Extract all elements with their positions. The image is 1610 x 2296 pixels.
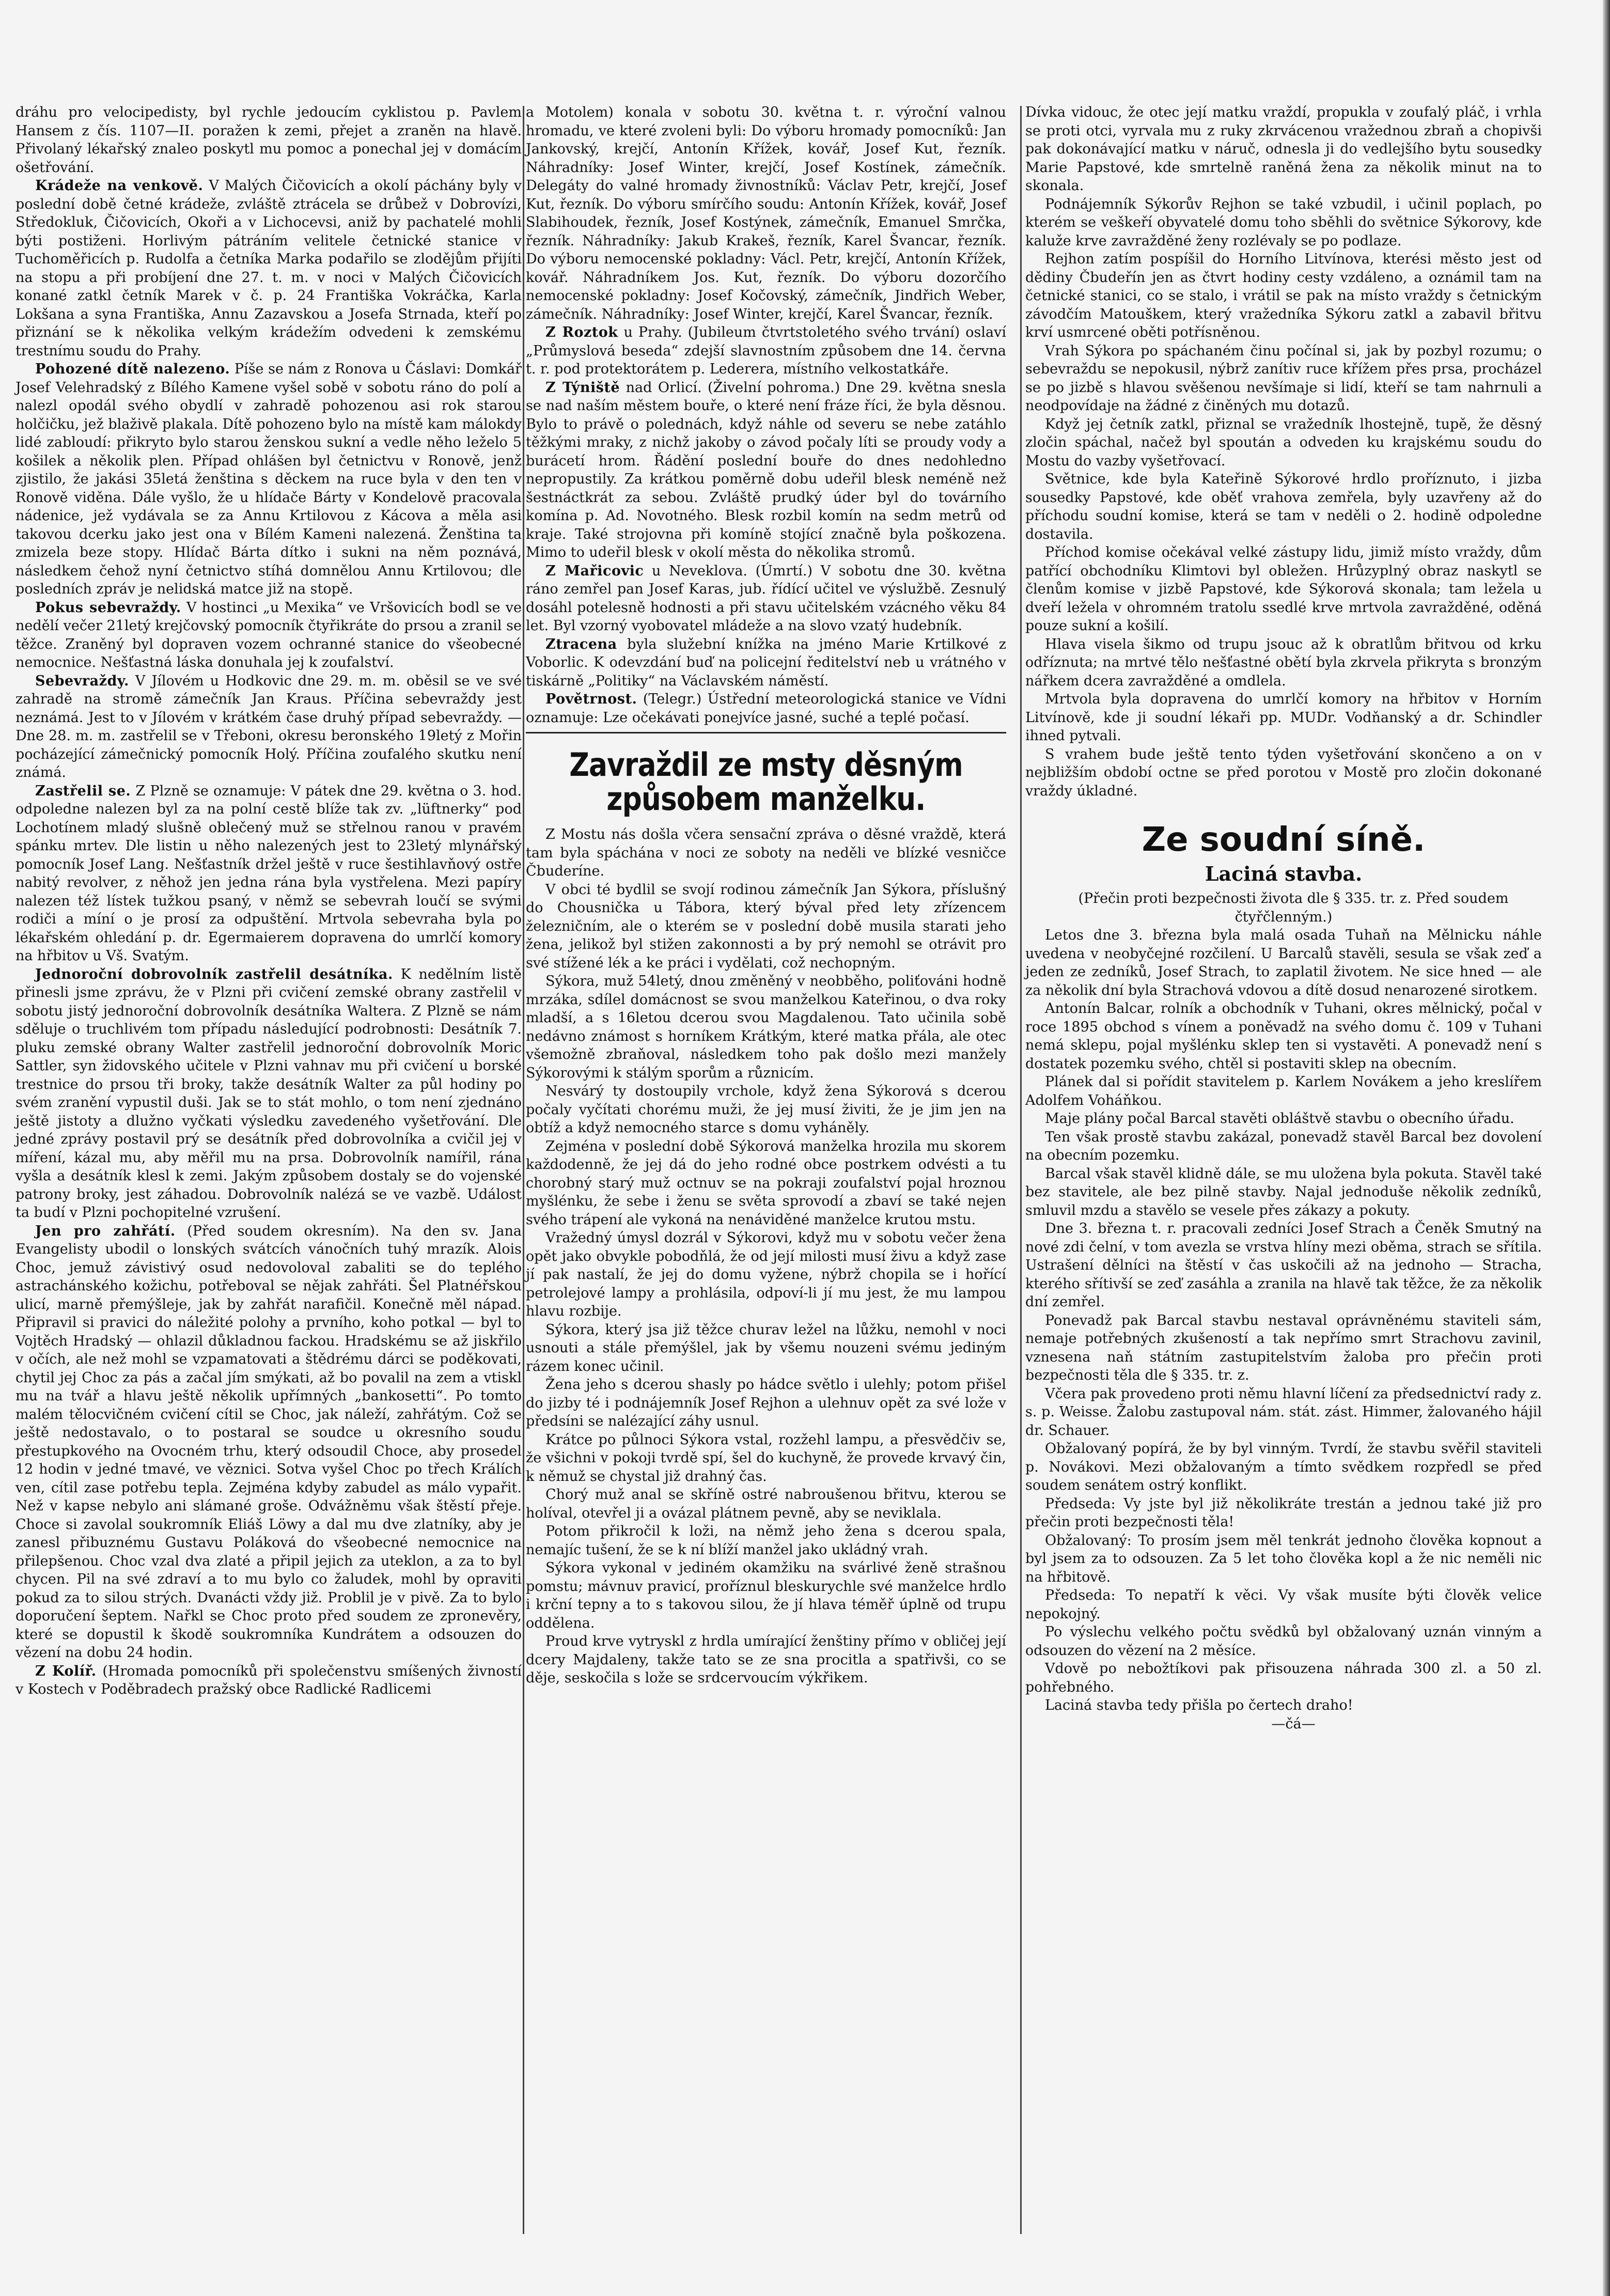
article-text: Ponevadž pak Barcal stavbu nestaval oprávněnému staviteli sám, nemaje potřebných zkušeností a tak nepřímo smrt Strachovu zavinil, vznesena naň státním zastupitelstvím žaloba pro přečin proti bezpečnosti těla dle § 335. tr. z.	[1025, 1312, 1542, 1383]
article-text: (Hromada pomocníků při společenstvu smíšených živností v Kostech v Poděbradech pražský obce Radlické Radlicemi	[15, 1663, 522, 1697]
article-paragraph	[1025, 926, 1542, 999]
article-paragraph	[1025, 1311, 1542, 1385]
article-paragraph	[526, 690, 1006, 727]
article-text: Podnájemník Sýkorův Rejhon se také vzbudil, i učinil poplach, po kterém se veškeří obyvatelé domu toho sběhli do světnice Sýkorovy, kde kaluže krve zavražděné ženy rozlévaly se po podlaze.	[1025, 196, 1542, 249]
article-paragraph	[1025, 1495, 1542, 1532]
article-paragraph	[526, 323, 1006, 379]
article-text: Píše se nám z Ronova u Čáslavi: Domkář Josef Velehradský z Bílého Kamene vyšel sobě v sobotu ráno do polí a nalezl opodál svého obydlí v zahradě pohozenou asi rok starou holčičku, jež blaživě plakala. Dítě pohozeno bylo na místě kam málokdy lidé zabloudí: přikryto bylo starou ženskou sukní a vedle něho leželo 5 košilek a několik plen. Případ ohlášen byl četnictvu v Ronově, jenž zjistilo, že jakási 35letá ženština s děckem na ruce byla v den ten v Ronově viděna. Dále vyšlo, že u hlídače Bárty v Kondelově pracovala nádenice, jež vydávala se za Annu Krtilovou z Kácova a měla asi takovou dcerku jako jest ona v Bílém Kameni nalezená. Ženština ta zmizela beze stopy. Hlídač Bárta dítko i sukni na něm poznává, následkem čehož nyní četnictvo stíhá domnělou Annu Krtilovou; dle posledních zpráv je nelidská matce již na stopě.	[15, 361, 522, 597]
article-paragraph	[1025, 1532, 1542, 1587]
article-text: Z Plzně se oznamuje: V pátek dne 29. května o 3. hod. odpoledne nalezen byl za na polní cestě blíže tak zv. „lüftnerky“ pod Lochotínem mladý slušně oblečený muž se střelnou ranou v pravém spánku mrtev. Dle listin u něho nalezených jest to 23letý mlynářský pomocník Josef Lang. Nešťastník držel ještě v ruce šestihlavňový ostře nabitý revolver, z něhož jen jedna rána byla vystřelena. Mezi papíry nalezen též lístek tužkou psaný, v němž se sebevrah loučí se svými rodiči a míní o je prosí za odpuštění. Mrtvola sebevraha byla po lékařském ohledání p. dr. Egermaierem dopravena do umrlčí komory na hřbitov u Vš. Svatým.	[15, 783, 522, 964]
article-heading: Z Kolíř.	[35, 1663, 97, 1679]
article-text: Sýkora, který jsa již těžce churav ležel na lůžku, nemohl v noci usnouti a stále přemýšlel, jak by všemu nouzeni svému jediným rázem konec učinil.	[526, 1321, 1006, 1375]
article-text: Rejhon zatím pospíšil do Horního Litvínova, kterési město jest od dědiny Čbudeřín jen as čtvrt hodiny cesty vzdáleno, a oznámil tam na četnické stanici, co se stalo, i vrátil se pak na místo vraždy s četnickým závodčím Matouškem, který vražedníka Sýkoru zatkl a zabavil břitvu krví usmrcené oběti potřísněnou.	[1025, 251, 1542, 340]
article-paragraph	[1025, 1660, 1542, 1696]
article-text: Ten však prostě stavbu zakázal, ponevadž stavěl Barcal bez dovolení na obecním pozemku.	[1025, 1129, 1542, 1163]
article-text: Příchod komise očekával velké zástupy lidu, jimiž místo vraždy, dům patřící obchodníku Klimtovi byl obležen. Hrůzyplný obraz naskytl se členům komise v jizbě Papstové, kde Sýkorová skonala; tam ležela u dveří ležela v ohromném tratolu ssedlé krve mrtvola zavražděné, oděná pouze sukní a košilí.	[1025, 544, 1542, 634]
article-text: Světnice, kde byla Kateřině Sýkorové hrdlo proříznuto, i jizba sousedky Papstové, kde oběť vrahova zemřela, byly uzavřeny až do příchodu soudní komise, která se tam v neděli o 2. hodině odpoledne dostavila.	[1025, 471, 1542, 542]
article-paragraph	[1025, 1220, 1542, 1311]
article-paragraph	[526, 1632, 1006, 1688]
article-paragraph	[1025, 1385, 1542, 1440]
article-paragraph	[526, 881, 1006, 973]
article-paragraph	[526, 1431, 1006, 1486]
article-text: Dne 3. března t. r. pracovali zedníci Josef Strach a Čeněk Smutný na nové zdi čelní, v tom avezla se vrstva hlíny mezi oběma, strach se sřítila. Ustrašení dělníci na štěstí v čas uskočili až na jednoho — Stracha, kterého sřítivší se zeď zasáhla a zranila na hlavě tak těžce, že za několik dní zemřel.	[1025, 1221, 1542, 1310]
article-paragraph	[1025, 1165, 1542, 1220]
section-title: Ze soudní síně.	[1142, 821, 1426, 859]
article-text: S vrahem bude ještě tento týden vyšetřování skončeno a on v nejbližším období octne se před porotou v Mostě pro zločin dokonané vraždy úkladné.	[1025, 746, 1542, 799]
article-text: Plánek dal si pořídit stavitelem p. Karlem Novákem a jeho kreslířem Adolfem Voháňkou.	[1025, 1074, 1542, 1108]
article-paragraph	[1025, 1623, 1542, 1660]
section-subtitle: Laciná stavba.	[1205, 862, 1363, 885]
article-paragraph	[15, 672, 522, 782]
article-paragraph	[1025, 543, 1542, 635]
article-text: Obžalovaný: To prosím jsem měl tenkrát jednoho člověka kopnout a byl jsem za to odsouzen. Za 5 let toho člověka kopl a že nic neměli nic na hřbitově.	[1025, 1532, 1542, 1585]
article-paragraph	[15, 1662, 522, 1699]
article-paragraph	[1025, 1073, 1542, 1110]
article-paragraph	[526, 825, 1006, 881]
article-text: (Před soudem okresním). Na den sv. Jana Evangelisty ubodil o lonských svátcích vánočních tuhý mrazík. Alois Choc, jemuž závistivý osud nedovoloval zabaliti se do teplého astrachánského kožichu, potřeboval se nějak zahřáti. Šel Platnéřskou ulicí, marně přemýšleje, jak by zahřát narafičil. Konečně měl nápad. Připravil si pravici do náležité polohy a prvního, koho potkal — byl to Vojtěch Hradský — ohlazil důkladnou fackou. Hradskému se až jiskřilo v očích, ale než mohl se vzpamatovati a štědrému dárci se poděkovati, chytil jej Choc za pás a začal jím smýkati, až bo povalil na zem a vtiskl mu na tvář a hlavu ještě několik upřímných „bankosetti“. Po tomto malém tělocvičném cvičení cítil se Choc, jak náleží, zahřátým. Což se ještě nedostavalo, o to postaral se soudce u okresního soudu přestupkového na Ovocném trhu, který odsoudil Choce, aby prosedel 12 hodin v jedné tmavé, ve věznici. Sotva vyšel Choc po třech Králích ven, cítil zase potřebu tepla. Zejména kdyby zabudel as málo vypařit. Než v kapse nebylo ani slámané groše. Odvážněmu však štěstí přeje. Choce si zavolal soukromník Eliáš Löwy a dal mu dve zlatníky, aby je zanesl přibuznému Gustavu Poláková do všeobecné nemocnice na přilepšenou. Choc vzal dva zlaté a připil jejich za uteklon, a za to byl chycen. Pil na své zdraví a to mu bylo co žaludek, mohl by opraviti pokud za to silou strých. Dvanácti vždy již. Problil je v pivě. Za to bylo doporučení šeptem. Nařkl se Choc proto před soudem ze zpronevěry, které se dopustil k škodě soukromníka Kundrátem a odsouzen do vězení na dobu 24 hodin.	[15, 1223, 522, 1661]
article-paragraph	[15, 782, 522, 965]
article-paragraph	[15, 177, 522, 360]
article-heading: Pohozené dítě nalezeno.	[35, 361, 230, 377]
article-text: Zejména v poslední době Sýkorová manželka hrozila mu skorem každodenně, že jej dá do jeho rodné obce postrkem odvésti a tu chorobný starý muž octnuv se na pokraji zoufalství pojal hroznou myšlénku, že sebe i ženu se světa sprovodí a zbaví se také nejen svého trápení ale vykoná na nenáviděné manželce krutou mstu.	[526, 1138, 1006, 1228]
article-heading: Z Mařicovic	[545, 563, 644, 579]
article-text: a Motolem) konala v sobotu 30. května t. r. výroční valnou hromadu, ve které zvoleni byli: Do výboru hromady pomocníků: Jan Jankovský, krejčí, Antonín Křížek, kovář, Josef Kut, řezník. Náhradníky: Josef Winter, krejčí, Josef Kostínek, zámečník. Delegáty do valné hromady živnostníků: Václav Petr, krejčí, Josef Kut, řezník. Do výboru smírčího soudu: Antonín Křížek, kovář, Josef Slabihoudek, řezník, Josef Kostýnek, zámečník, Emanuel Smrčka, řezník. Náhradníky: Jakub Krakeš, řezník, Karel Švancar, řezník. Do výboru nemocenské pokladny: Václ. Petr, krejčí, Antonín Křížek, kovář. Náhradníkem Jos. Kut, řezník. Do výboru dozorčího nemocenské pokladny: Josef Kočovský, zámečník, Jindřich Weber, zámečník. Náhradníky: Josef Winter, krejčí, Karel Švancar, řezník.	[526, 104, 1006, 322]
article-heading: Z Roztok	[545, 324, 618, 340]
article-text: Předseda: To nepatří k věci. Vy však musíte býti člověk velice nepokojný.	[1025, 1587, 1542, 1622]
article-paragraph	[526, 1376, 1006, 1431]
article-paragraph	[526, 1137, 1006, 1229]
article-text: Nesvárý ty dostoupily vrchole, když žena Sýkorová s dcerou počaly vyčítati chorému muži, že jej musí živiti, že je jim jen na obtíž a když nemocného starce s domu vyháněly.	[526, 1083, 1006, 1136]
article-paragraph	[15, 103, 522, 177]
article-text: V obci té bydlil se svojí rodinou zámečník Jan Sýkora, příslušný do Chousnička u Tábora, který býval před lety zřízencem železničním, ale o kterém se v poslední době musila starati jeho žena, jelikož byl stižen zakonnosti a by prý nemohl se otrávit pro své stížené lék a ke práci i vydělati, což nechopným.	[526, 881, 1006, 971]
article-paragraph	[1025, 103, 1542, 195]
article-text: Předseda: Vy jste byl již několikráte trestán a jednou také již pro přečin proti bezpečnosti těla!	[1025, 1495, 1542, 1530]
article-text: Dívka vidouc, že otec její matku vraždí, propukla v zoufalý pláč, i vrhla se proti otci, vyrvala mu z ruky zkrvácenou vražednou zbraň a chopivši pak dokonávající matku v náruč, odnesla ji do vedlejšího bytu sousedky Marie Papstové, kde smrtelně raněná žena za několik minut na to skonala.	[1025, 104, 1542, 194]
article-paragraph	[526, 1522, 1006, 1559]
article-heading: Krádeže na venkově.	[35, 178, 204, 194]
article-paragraph	[526, 1321, 1006, 1376]
article-text: Proud krve vytryskl z hrdla umírající ženštiny přímo v obličej její dcery Majdaleny, takže tato se ze sna procitla a spatřivši, co se děje, seskočila s lože se srdcervoucím výkřikem.	[526, 1633, 1006, 1686]
article-text: V Malých Čičovicích a okolí páchány byly v poslední době četné krádeže, zvláště ztrácela se drůbež v Dobrovízi, Středokluk, Čičovicích, Okoři a v Lichocevsi, aniž by pachatelé mohli býti postiženi. Horlivým pátráním velitele četnické stanice v Tuchoměřicích p. Rudolfa a četníka Marka podařilo se zlodějům přijíti na stopu a při probíjení dne 27. t. m. v noci v Malých Čičovicích konané zatkl četník Marek v č. p. 24 Františka Vokráčka, Karla Lokšana a syna Františka, Annu Zazavskou a Josefa Strnada, kteří po přiznání se k několika velkým krádežím odvedeni k zemskému trestnímu soudu do Prahy.	[15, 178, 522, 359]
page-edge-shadow	[1603, 0, 1610, 2296]
column-rule-2	[1020, 106, 1022, 2234]
article-text: K nedělním listě přinesli jsme zprávu, že v Plzni při cvičení zemské obrany zastřelil v sobotu jistý jednoroční dobrovolník desátníka Waltera. Z Plzně se nám sděluje o truchlivém tom případu následující podrobnosti: Desátník 7. pluku zemské obrany Walter zastřelil jednoroční dobrovolník Moric Sattler, syn židovského učitele v Plzni vahnav mu při cvičení u borské trestnice do prsou tři broky, takže desátník Walter za půl hodiny po svém zranění vypustil duši. Jak se to stát mohlo, o tom není zjednáno ještě jistoty a dlužno vyčkati výsledku zavedeného vyšetřování. Dle jedné zprávy postavil prý se desátník před dobrovolníka a cvičil jej v míření, kázal mu, aby měřil mu na prsa. Dobrovolník namířil, rána vyšla a desátník klesl k zemi. Jakým způsobem dostaly se do vojenské patrony broky, jest záhadou. Dobrovolník nalézá se ve vazbě. Událost ta budí v Plzni pochopitelné vzrušení.	[15, 966, 522, 1221]
article-text: Žena jeho s dcerou shasly po hádce světlo i ulehly; potom přišel do jizby té i podnájemník Josef Rejhon a ulehnuv opět za své lože v předsíni se nalézající záhy usnul.	[526, 1377, 1006, 1429]
article-paragraph	[1025, 470, 1542, 543]
article-paragraph	[1025, 745, 1542, 801]
article-paragraph	[526, 635, 1006, 691]
article-text: (Přečin proti bezpečnosti života dle § 335. tr. z. Před soudem čtyřčlenným.)	[1078, 891, 1509, 925]
article-text: u Neveklova. (Úmrtí.) V sobotu dne 30. května ráno zemřel pan Josef Karas, jub. řídící učitel ve výslužbě. Zesnulý dosáhl potelesně hodnosti a při stavu učitelském vzácného věku 84 let. Byl vzorný vyobovatel mládeže a na slovo vzatý hudebník.	[526, 563, 1006, 634]
article-paragraph	[1025, 1715, 1542, 1733]
article-paragraph	[1025, 690, 1542, 745]
column-3	[1025, 103, 1542, 1733]
article-heading: Sebevraždy.	[35, 673, 129, 689]
article-text: Mrtvola byla dopravena do umrlčí komory na hřbitov v Horním Litvínově, kde ji soudní lékaři pp. MUDr. Vodňanský a dr. Schindler ihned pytvali.	[1025, 691, 1542, 744]
article-text: u Prahy. (Jubileum čtvrtstoletého svého trvání) oslaví „Průmyslová beseda“ zdejší slavnostním způsobem dne 14. června t. r. pod protektorátem p. Lederera, místního velkostatkáře.	[526, 324, 1006, 377]
article-paragraph	[1025, 1128, 1542, 1165]
article-text: Hlava visela šikmo od trupu jsouc až k obratlům břitvou od krku odříznuta; na mrtvé tělo nešťastné obětí byla zkrvela přikryta s bronzým nářkem dcera zavražděné a omdlela.	[1025, 636, 1542, 689]
article-paragraph	[526, 1229, 1006, 1321]
article-heading: Pokus sebevraždy.	[35, 599, 181, 616]
article-text: Maje plány počal Barcal stavěti obláštvě stavbu o obecního úřadu.	[1045, 1111, 1514, 1127]
article-paragraph	[526, 103, 1006, 323]
article-heading: Povětrnost.	[545, 691, 637, 707]
article-paragraph	[526, 1486, 1006, 1522]
article-text: Sýkora vykonal v jediném okamžiku na svárlivé ženě strašnou pomstu; mávnuv pravicí, proříznul bleskurychle své manželce hrdlo i krční tepny a to s takovou silou, že jí hlava téměř úplně od trupu oddělena.	[526, 1560, 1006, 1631]
article-paragraph	[526, 1082, 1006, 1137]
article-paragraph	[1025, 635, 1542, 691]
article-text: Chorý muž anal se skříně ostré nabroušenou břitvu, kterou se holíval, otevřel ji a ovázal plátnem pevně, aby se neviklala.	[526, 1487, 1006, 1521]
article-paragraph	[1025, 889, 1542, 926]
article-paragraph	[1025, 999, 1542, 1073]
article-paragraph	[1025, 250, 1542, 342]
headline: Zavraždil ze msty děsným způsobem manželku.	[569, 746, 963, 818]
article-heading: Jen pro zahřátí.	[35, 1223, 176, 1239]
article-text: V Jílovém u Hodkovic dne 29. m. m. oběsil se ve své zahradě na stromě zámečník Jan Kraus. Příčina sebevraždy jest neznámá. Jest to v Jílovém v krátkém čase druhý případ sebevraždy. — Dne 28. m. m. zastřelil se v Třeboni, okresu beronského 19letý z Mořin pocházející zámečnický pomocník Holý. Příčina zoufalého skutku není známá.	[15, 673, 522, 780]
article-text: Vdově po nebožtíkovi pak přisouzena náhrada 300 zl. a 50 zl. pohřebného.	[1025, 1661, 1542, 1695]
article-text: Po výslechu velkého počtu svědků byl obžalovaný uznán vinným a odsouzen do vězení na 2 měsíce.	[1025, 1624, 1542, 1659]
article-text: Letos dne 3. března byla malá osada Tuhaň na Mělnicku náhle uvedena v neobyčejné rozčilení. U Barcalů stavěli, sesula se však zeď a jeden ze zedníků, Josef Strach, to zaplatil životem. Ne sice hned — ale za několik dní byla Strachová vdovou a dítě dosud nenarozené sirotkem.	[1025, 927, 1542, 998]
article-paragraph	[526, 972, 1006, 1082]
article-text: Sýkora, muž 54letý, dnou změněný v neobběho, poliťováni hodně mrzáka, sdílel domácnost se svou manželkou Kateřinou, o dva roky mladší, a s 16letou dcerou svou Magdalenou. Tato učinila sobě nedávno známost s horníkem Krátkým, které matka přála, ale otec všemožně zbraňoval, následkem toho pak došlo mezi manžely Sýkorovými k stálým sporům a různicím.	[526, 973, 1006, 1081]
article-heading: Z Týniště	[545, 379, 620, 396]
column-1	[15, 103, 522, 1699]
article-text: Když jej četník zatkl, přiznal se vražedník lhostejně, tupě, že děsný zločin spáchal, načež byl spoután a odveden ku krajskému soudu do Mostu do vazby vyšetřovací.	[1025, 416, 1542, 469]
article-text: dráhu pro velocipedisty, byl rychle jedoucím cyklistou p. Pavlem Hansem z čís. 1107—II. poražen k zemi, přejet a zraněn na hlavě. Přivolaný lékařský znaleo poskytl mu pomoc a ponechal jej v domácím ošetřování.	[15, 104, 522, 176]
article-paragraph	[1025, 1586, 1542, 1623]
article-text: Vražedný úmysl dozrál v Sýkorovi, když mu v sobotu večer žena opět jako obvykle pobodňlá, že od její milosti musí živu a když zase jí pak nastalí, že jej do domu vyžene, nýbrž chopila se i hořící petrolejové lampy a prohlásila, odpoví-li jí mu jest, že mu lampou hlavu rozbije.	[526, 1230, 1006, 1319]
article-paragraph	[1025, 415, 1542, 471]
article-text: nad Orlicí. (Živelní pohroma.) Dne 29. května snesla se nad naším městem bouře, o které není fráze říci, že byla děsnou. Bylo to právě o polednách, když náhle od severu se nebe zatáhlo těžkými mraky, z nichž jakoby o závod počaly líti se proudy vody a burácetí hrom. Řádění poslední bouře do dnes nedohledno nepropustily. Za krátkou poměrně dobu udeřil blesk neméně než šestnáctkrát za sebou. Zvláště prudký úder byl do továrního komína p. Ad. Novotného. Blesk rozbil komín na sedm metrů od kraje. Také strojovna při komíně stojící značně byla poškozena. Mimo to udeřil blesk v okolí města do několika stromů.	[526, 379, 1006, 560]
article-paragraph	[526, 379, 1006, 562]
article-text: Obžalovaný popírá, že by byl vinným. Tvrdí, že stavbu svěřil staviteli p. Novákovi. Mezi obžalovaným a tímto svědkem rozpředl se před soudem senátem ostrý konflikt.	[1025, 1441, 1542, 1493]
article-heading: Jednoroční dobrovolník zastřelil desátníka.	[35, 966, 393, 982]
article-paragraph	[15, 965, 522, 1222]
article-paragraph	[1025, 1110, 1542, 1128]
article-paragraph	[1025, 342, 1542, 415]
article-heading: Ztracena	[545, 636, 617, 652]
article-text: (Telegr.) Ústřední meteorologická stanice ve Vídni oznamuje: Lze očekávati ponejvíce jasné, suché a teplé počasí.	[526, 691, 1006, 726]
article-paragraph	[1025, 1440, 1542, 1495]
rule-top	[526, 732, 1006, 733]
article-text: —čá—	[1271, 1715, 1316, 1732]
article-paragraph	[1025, 195, 1542, 251]
article-text: Barcal však stavěl klidně dále, se mu uložena byla pokuta. Stavěl také bez stavitele, ale bez pilně stavby. Najal jednoduše několik zedníků, smluvil mzdu a stavělo se vesele přes zákazy a pokuty.	[1025, 1165, 1542, 1219]
article-text: V hostinci „u Mexika“ ve Vršovicích bodl se ve nedělí večer 21letý krejčovský pomocník čtyřikráte do prsou a zranil se těžce. Zraněný byl dopraven vozem ochranné stanice do všeobecné nemocnice. Nešťastná láska donuhala jej k zoufalství.	[15, 599, 522, 670]
article-text: Včera pak provedeno proti němu hlavní líčení za předsednictví rady z. s. p. Weisse. Žalobu zastupoval nám. stát. zást. Himmer, žalovaného hájil dr. Schauer.	[1025, 1385, 1542, 1439]
article-text: byla služební knížka na jméno Marie Krtilkové z Voborlic. K odevzdání buď na policejní ředitelství neb u vrátného v tiskárně „Politiky“ na Václavském náměstí.	[526, 636, 1006, 689]
article-text: Z Mostu nás došla včera sensační zpráva o děsné vraždě, která tam byla spáchána v noci ze soboty na neděli ve blízké vesničce Čbuderíne.	[526, 826, 1006, 879]
column-rule-1	[523, 106, 524, 2234]
article-paragraph	[526, 1559, 1006, 1632]
article-paragraph	[15, 1222, 522, 1662]
article-heading: Zastřelil se.	[35, 783, 131, 799]
article-paragraph	[1025, 1696, 1542, 1715]
article-paragraph	[526, 562, 1006, 635]
article-paragraph	[15, 360, 522, 599]
article-text: Laciná stavba tedy přišla po čertech draho!	[1045, 1697, 1353, 1713]
article-paragraph	[15, 599, 522, 672]
article-text: Krátce po půlnoci Sýkora vstal, rozžehl lampu, a přesvědčiv se, že všichni v pokoji tvrdě spí, šel do kuchyně, že provede krvavý čin, k němuž se chystal již drahný čas.	[526, 1431, 1006, 1485]
column-2	[526, 103, 1006, 1688]
article-text: Potom přikročil k loži, na němž jeho žena s dcerou spala, nemajíc tušení, že se k ní blíží manžel jako ukládný vrah.	[526, 1523, 1006, 1558]
article-text: Vrah Sýkora po spáchaném činu počínal si, jak by pozbyl rozumu; o sebevraždu se nepokusil, nýbrž zanítiv ruce křížem přes prsa, procházel se po jizbě s hlavou svěšenou nevšímaje si lidí, kteří se tam nahrnuli a neodpovídaje na žádné z činěných mu dotazů.	[1025, 342, 1542, 414]
article-text: Antonín Balcar, rolník a obchodník v Tuhani, okres mělnický, počal v roce 1895 obchod s vínem a poněvadž na svého domu č. 109 v Tuhani nemá sklepu, pojal myšlénku sklep ten si vystavěti. A ponevadž není s dostatek pozemku svého, chtěl si postaviti sklep na obecním.	[1025, 1001, 1542, 1072]
